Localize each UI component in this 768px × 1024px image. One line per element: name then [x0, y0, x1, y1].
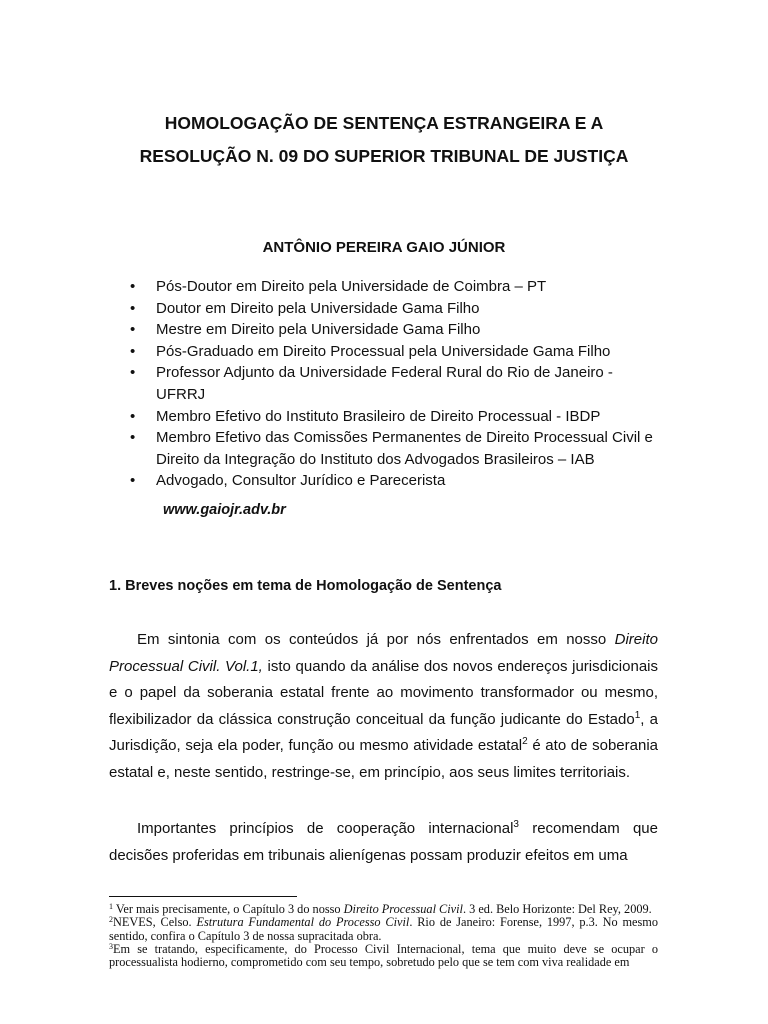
- footnote-number: 1: [109, 902, 113, 911]
- footnote-italic: Direito Processual Civil: [343, 902, 463, 916]
- credential-item: • Doutor em Direito pela Universidade Gama Filho: [134, 298, 674, 320]
- paragraph-text: Importantes princípios de cooperação internacional: [137, 820, 514, 837]
- website-link[interactable]: www.gaiojr.adv.br: [163, 502, 286, 518]
- footnotes: [109, 903, 658, 969]
- body-paragraph-2: [109, 816, 658, 869]
- document-title-line-1: HOMOLOGAÇÃO DE SENTENÇA ESTRANGEIRA E A: [164, 113, 604, 133]
- paragraph-text: recomendam que decisões proferidas em tribunais alienígenas possam produzir efeitos em uma: [109, 820, 658, 864]
- paragraph-text: Em sintonia com os conteúdos já por nós enfrentados em nosso: [137, 631, 615, 648]
- document-title-line-2: RESOLUÇÃO N. 09 DO SUPERIOR TRIBUNAL DE JUSTIÇA: [139, 146, 629, 166]
- body-paragraph-1: [109, 627, 658, 786]
- footnote-italic: Estrutura Fundamental do Processo Civil: [196, 915, 410, 930]
- footnote-ref-1[interactable]: 1: [634, 709, 641, 721]
- paragraph-text: isto quando da análise dos novos endereços jurisdicionais e o papel da soberania estatal frente ao movimento transformador ou mesmo, flexibilizador da clássica construção conceitual da função judicante do Estado: [109, 657, 658, 728]
- footnote-ref-2[interactable]: 2: [522, 736, 528, 747]
- paragraph-text: é ato de soberania estatal e, neste sentido, restringe-se, em princípio, aos seus limites territoriais.: [109, 737, 658, 781]
- footnote-ref-3[interactable]: 3: [513, 819, 519, 830]
- credential-item: • Advogado, Consultor Jurídico e Parecerista: [134, 470, 674, 492]
- footnote-text: NEVES, Celso.: [113, 915, 197, 930]
- footnote-3: [109, 943, 658, 970]
- author-name: ANTÔNIO PEREIRA GAIO JÚNIOR: [262, 239, 506, 256]
- section-heading: 1. Breves noções em tema de Homologação de Sentença: [109, 578, 502, 594]
- footnote-2: [109, 916, 658, 943]
- book-title-italic: Direito Processual Civil. Vol.1,: [109, 631, 658, 675]
- credentials-list: [134, 276, 674, 492]
- footnote-divider: [109, 896, 297, 897]
- footnote-text: . 3 ed. Belo Horizonte: Del Rey, 2009.: [462, 902, 652, 916]
- footnote-text: Ver mais precisamente, o Capítulo 3 do nosso: [113, 902, 344, 916]
- credential-item: • Mestre em Direito pela Universidade Gama Filho: [134, 319, 674, 341]
- credential-item: • Professor Adjunto da Universidade Federal Rural do Rio de Janeiro - UFRRJ: [134, 362, 646, 405]
- credential-item: • Pós-Graduado em Direito Processual pela Universidade Gama Filho: [134, 341, 674, 363]
- footnote-number: 3: [109, 941, 113, 951]
- footnote-1: [109, 903, 658, 916]
- footnote-text: Em se tratando, especificamente, do Processo Civil Internacional, tema que muito deve se ocupar o processualista hodierno, comprometido com seu tempo, sobretudo pelo que se tem com viva realidade em: [109, 941, 658, 970]
- paragraph-text: , a Jurisdição, seja ela poder, função ou mesmo atividade estatal: [109, 710, 658, 754]
- credential-item: • Membro Efetivo das Comissões Permanentes de Direito Processual Civil e Direito da Integração do Instituto dos Advogados Brasileiros – IAB: [134, 427, 656, 470]
- footnote-number: 2: [109, 915, 113, 925]
- credential-item: • Pós-Doutor em Direito pela Universidade de Coimbra – PT: [134, 276, 674, 298]
- footnote-text: . Rio de Janeiro: Forense, 1997, p.3. No mesmo sentido, confira o Capítulo 3 de nossa supracitada obra.: [109, 915, 659, 943]
- credential-item: • Membro Efetivo do Instituto Brasileiro de Direito Processual - IBDP: [134, 406, 674, 428]
